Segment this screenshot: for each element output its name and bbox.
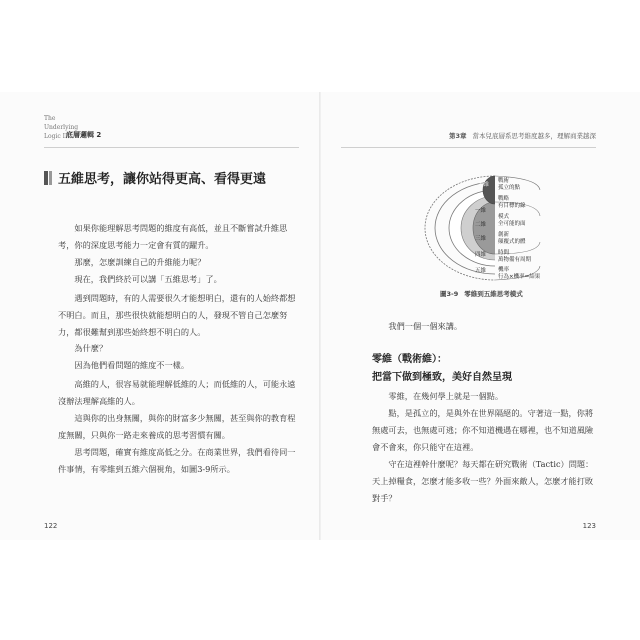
paragraph: 為什麼？	[74, 343, 108, 353]
header-rule	[341, 147, 596, 148]
paragraph: 遇到問題時，有的人需要很久才能想明白，還有的人始終都想不明白。而且，那些很快就能想明白的人，發現不管自己怎麼努力，都很難幫到那些始終想不明白的人。	[58, 293, 296, 337]
paragraph: 如果你能理解思考問題的維度有高低，並且不斷嘗試升維思考，你的深度思考能力一定會有質的躍升。	[58, 223, 288, 250]
dim-desc: 顛覆式的體	[498, 239, 526, 245]
paragraph: 因為他們看問題的維度不一樣。	[74, 360, 190, 370]
dim-desc: 模式	[498, 214, 510, 220]
dim-desc: 行為×機率=結果	[498, 274, 541, 280]
paragraph: 這與你的出身無關，與你的財富多少無關，甚至與你的教育程度無關，只與你一路走來養成的思考習慣有關。	[58, 413, 296, 440]
book-title-header: 底層邏輯 2	[66, 131, 102, 139]
dim-desc: 孤立的點	[498, 185, 521, 191]
section-title-text: 五維思考，讓你站得更高、看得更遠	[58, 172, 267, 187]
running-head	[449, 131, 596, 140]
logo-line: Underlying	[44, 124, 79, 131]
dim-desc: 機率	[498, 267, 510, 273]
dim-desc: 創新	[498, 232, 510, 238]
dim-label: 一維	[475, 208, 487, 214]
section-marker	[44, 171, 48, 185]
dim-label: 三維	[475, 236, 487, 242]
dim-desc: 有目標的線	[498, 203, 526, 209]
chapter-title: 當本兒底層系思考維度越多，理解商業越深	[472, 132, 596, 140]
figure-number: 圖3-9	[440, 290, 459, 298]
section-marker	[49, 171, 52, 185]
dim-desc: 全可能的面	[498, 221, 526, 227]
logo-line: The	[44, 115, 56, 122]
figure-caption	[440, 289, 523, 298]
dim-label: 二維	[475, 222, 487, 228]
subheading: 零維（戰術維）：	[372, 354, 447, 365]
page-number-left: 122	[44, 522, 58, 530]
section-title	[44, 168, 266, 187]
figure-caption-text: 零維到五維思考模式	[464, 290, 523, 298]
dim-desc: 戰術	[498, 178, 510, 184]
paragraph: 高維的人，很容易就能理解低維的人；而低維的人，可能永遠沒辦法理解高維的人。	[58, 379, 296, 406]
paragraph: 點，是孤立的，是與外在世界隔絕的。守著這一點，你將無處可去，也無處可逃；你不知道機遇在哪裡，也不知道風險會不會來，你只能守在這裡。	[372, 408, 594, 452]
paragraph: 零維，在幾何學上就是一個點。	[388, 391, 504, 401]
paragraph: 守在這裡幹什麼呢？每天都在研究戰術（Tactic）問題：天上掉糧食，怎麼才能多收一些？外面來敵人，怎麼才能打敗對手？	[372, 459, 594, 503]
paragraph: 那麼，怎麼訓練自己的升維能力呢？	[74, 257, 206, 267]
subheading: 把當下做到極致，美好自然呈現	[372, 372, 512, 383]
five-dimension-diagram	[420, 172, 560, 284]
dim-label: 四維	[475, 252, 487, 258]
book-gutter	[319, 92, 321, 540]
paragraph: 我們一個一個來講。	[388, 321, 463, 331]
dim-desc: 時間	[498, 250, 510, 256]
paragraph: 思考問題，確實有維度高低之分。在商業世界，我們看待同一件事情，有零維到五維六個視角，如圖3-9所示。	[58, 447, 296, 474]
dim-desc: 萬物備有周期	[498, 257, 532, 263]
chapter-label: 第3章	[448, 132, 467, 140]
logo-line: Logic II	[44, 133, 68, 140]
dim-label: 五維	[475, 268, 487, 274]
dim-label: 零維	[478, 182, 490, 188]
paragraph: 現在，我們終於可以講「五維思考」了。	[74, 274, 222, 284]
dim-desc: 戰略	[498, 196, 510, 202]
header-rule	[44, 147, 299, 148]
page-number-right: 123	[582, 522, 596, 530]
